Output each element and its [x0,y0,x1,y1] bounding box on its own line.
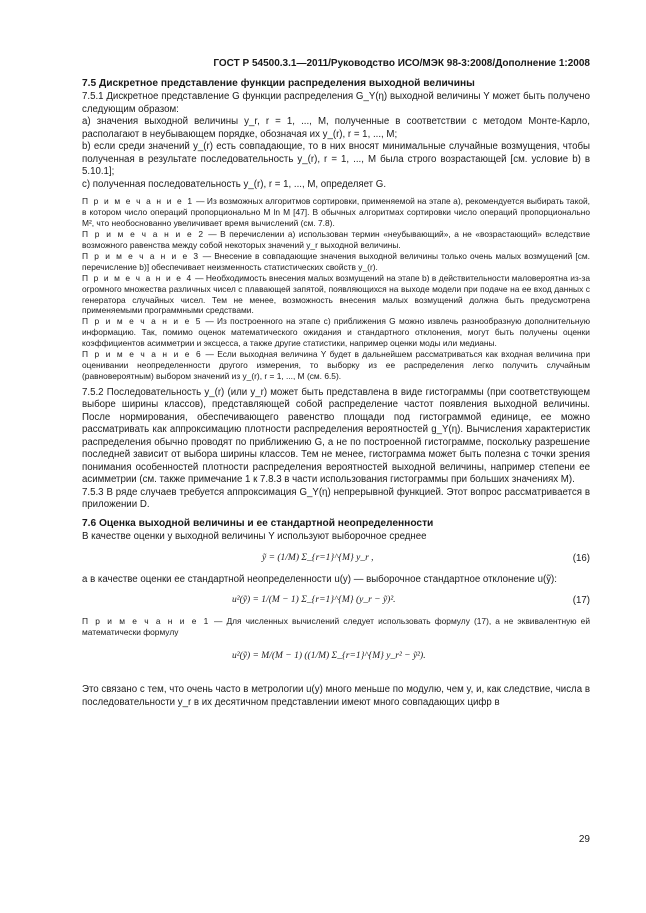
section-7-6-title: 7.6 Оценка выходной величины и ее стандартной неопределенности [82,517,434,529]
note-2: П р и м е ч а н и е 2 — В перечислении а) использован термин «неубывающий», а не «возрастающий» вследствие возможного равенства между собой некоторых значений y_r выходной величины. [82,229,590,251]
para-7-6-sd: а в качестве оценки ее стандартной неопределенности u(y) — выборочное стандартное отклонение u(ỹ): [82,573,557,585]
note-5: П р и м е ч а н и е 5 — Из построенного на этапе с) приближения G можно извлечь разнообразную дополнительную информацию. Так, помимо оценок математического ожидания и стандартного отклонения, могут быть получены оценки коэффициентов асимметрии и эксцесса, а также другие статистики, например оценки моды или медианы. [82,316,591,349]
formula-16-expr: ỹ = (1/M) Σ_{r=1}^{M} y_r , [262,552,374,563]
para-7-6-final: Это связано с тем, что очень часто в метрологии u(y) много меньше по модулю, чем y, и, как следствие, числа в последовательности y_r в их десятичном представлении имеют много совпадающих цифр в [82,684,590,708]
note-7-6: П р и м е ч а н и е 1 — Для численных вычислений следует использовать формулу (17), а не эквивалентную ей математически формулу [82,616,591,638]
para-7-5-2: 7.5.2 Последовательность y_(r) (или y_r) может быть представлена в виде гистограммы (при соответствующем выборе ширины классов), представляющей собой распределение частот появления выходной величины. После нормирования, обеспечивающего равенство площади под гистограммой единице, ее можно рассматривать как аппроксимацию плотности распределения вероятностей g_Y(η). Вычисления характеристик распределения обычно проводят по приближению G, а не по построенной гистограмме, поскольку разрешение последней зависит от выбора ширины классов. Тем не менее, гистограмма может быть полезна с точки зрения понимания особенностей плотности распределения вероятностей выходной величины, например степени ее асимметрии (см. также примечание 1 к 7.8.3 в части использования гистограммы при больших значениях M). [82,386,590,486]
formula-equivalent [82,638,590,676]
running-header: ГОСТ Р 54500.3.1—2011/Руководство ИСО/МЭК 98-3:2008/Дополнение 1:2008 [213,58,590,69]
formula-17-number: (17) [572,595,590,607]
formula-17-expr: u²(ỹ) = 1/(M − 1) Σ_{r=1}^{M} (y_r − ỹ)². [232,595,396,606]
para-7-5-1: 7.5.1 Дискретное представление G функции распределения G_Y(η) выходной величины Y может быть получено следующим образом: [82,91,590,115]
item-b: b) если среди значений y_(r) есть совпадающие, то в них вносят минимальные случайные возмущения, чтобы полученная в результате последовательность y_(r), r = 1, ..., M была строго возрастающей [см. условие b) в 5.10.1]; [82,141,590,178]
page-number: 29 [578,834,590,845]
note-1: П р и м е ч а н и е 1 — Из возможных алгоритмов сортировки, применяемой на этапе а), рекомендуется выбирать такой, в котором число операций пропорционально M ln M [47]. В обычных алгоритмах сортировки число операций пропорционально M², что необоснованно увеличивает время вычислений (см. 7.8). [82,196,591,229]
formula-equivalent-expr: u²(ỹ) = M/(M − 1) ((1/M) Σ_{r=1}^{M} y_r² − ỹ²). [232,651,426,662]
content [82,77,590,709]
item-a: а) значения выходной величины y_r, r = 1, ..., M, полученные в соответствии с методом Монте-Карло, располагают в неубывающем порядке, обозначая их y_(r), r = 1, ..., M; [82,116,590,140]
item-c: с) полученная последовательность y_(r), r = 1, ..., M, определяет G. [82,178,387,190]
note-6: П р и м е ч а н и е 6 — Если выходная величина Y будет в дальнейшем рассматриваться как входная величина при оценивании неопределенности другого измерения, то выборку из ее распределения легко получить случайным (равновероятным) выбором значений из y_(r), r = 1, ..., M (см. 6.5). [82,349,590,381]
section-7-5-title: 7.5 Дискретное представление функции распределения выходной величины [82,78,475,89]
formula-16-number: (16) [572,552,590,564]
para-7-6-intro: В качестве оценки y выходной величины Y используют выборочное среднее [82,531,427,543]
para-7-5-3: 7.5.3 В ряде случаев требуется аппроксимация G_Y(η) непрерывной функцией. Этот вопрос рассматривается в приложении D. [82,486,590,511]
formula-17 [82,586,590,616]
note-4: П р и м е ч а н и е 4 — Необходимость внесения малых возмущений на этапе b) в действительности маловероятна из-за огромного множества различных чисел с плавающей запятой, появляющихся на выходе модели при подаче на ее вход данных с генератора случайных чисел. Тем не менее, возможность внесения малых возмущений должна быть предусмотрена применяемыми программными средствами. [82,272,591,316]
note-3: П р и м е ч а н и е 3 — Внесение в совпадающие значения выходной величины только очень малых возмущений [см. перечисление b)] обеспечивает неизменность статистических свойств y_(r). [82,250,591,272]
formula-16 [82,544,590,574]
